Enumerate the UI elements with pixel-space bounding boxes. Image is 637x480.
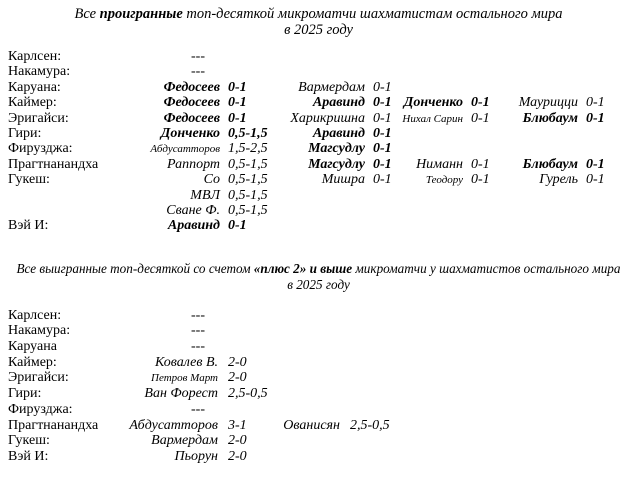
opponent-name: Теодору [425,174,463,187]
won-matches-title-line1 [0,261,637,277]
match-score: 0,5-1,5 [228,125,268,141]
title1-pre: Все [74,6,100,22]
won-matches-row [8,370,637,386]
opponent-name: Федосеев [163,95,220,111]
title1-post: топ-десяткой микроматчи шахматистам остального мира [182,6,563,22]
match-score: 0,5-1,5 [228,187,268,203]
lost-matches-row [8,141,637,156]
match-score: 0-1 [471,172,490,188]
won-matches-row [8,418,637,434]
player-label: Прагтнанандха [8,417,99,433]
match-score: 0-1 [373,141,392,157]
player-label: Накамура: [8,323,71,339]
match-score: 0,5-1,5 [228,202,268,218]
lost-matches-title-line1 [0,6,637,22]
opponent-name: Магсудлу [308,141,365,157]
won-matches-row [8,323,637,339]
no-matches-dash: --- [191,307,205,323]
no-matches-dash: --- [191,401,205,417]
won-matches-row [8,308,637,324]
player-label: Гири: [8,386,42,402]
title2-bold: «плюс 2» и выше [253,260,353,276]
match-score: 0-1 [471,156,490,172]
match-score: 0-1 [373,172,392,188]
match-score: 0-1 [228,79,247,95]
player-label: Накамура: [8,64,71,80]
lost-matches-row [8,64,637,79]
match-score: 0,5-1,5 [228,156,268,172]
player-label: Эригайси: [8,110,69,126]
title2-post: микроматчи у шахматистов остального мира [352,260,621,276]
player-label: Гукеш: [8,172,50,188]
match-score: 0-1 [471,110,490,126]
no-matches-dash: --- [191,64,205,80]
player-label: Гукеш: [8,433,50,449]
match-score: 2,5-0,5 [350,417,390,433]
lost-matches-title [0,6,637,38]
won-matches-row [8,449,637,465]
match-score: 0-1 [228,218,247,234]
lost-matches-row [8,49,637,64]
opponent-name: Гурель [539,172,578,188]
lost-matches-row [8,157,637,172]
opponent-name: Со [203,172,220,188]
match-score: 0-1 [373,95,392,111]
player-label: Каймер: [8,354,57,370]
match-score: 3-1 [228,417,247,433]
opponent-name: Абдусатторов [150,143,220,156]
match-score: 0-1 [373,156,392,172]
won-matches-title [0,261,637,293]
match-score: 2-0 [228,448,247,464]
opponent-name: Петров Март [151,372,218,385]
match-score: 0-1 [228,95,247,111]
player-label: Каруана [8,339,57,355]
match-score: 0-1 [586,110,605,126]
won-matches-title-line2: в 2025 году [287,276,350,292]
match-score: 0-1 [373,79,392,95]
opponent-name: Нихал Сарин [402,112,463,125]
opponent-name: Магсудлу [308,156,365,172]
match-score: 0-1 [586,172,605,188]
opponent-name: Аравинд [312,95,365,111]
lost-matches-row [8,95,637,110]
lost-matches-table [8,49,637,234]
match-score: 2,5-0,5 [228,386,268,402]
opponent-name: Раппорт [167,156,220,172]
opponent-name: Ованисян [283,417,340,433]
opponent-name: Ван Форест [144,386,218,402]
match-score: 0-1 [586,95,605,111]
lost-matches-row [8,218,637,233]
match-score: 2-0 [228,433,247,449]
match-score: 2-0 [228,354,247,370]
lost-matches-row [8,80,637,95]
title2-pre: Все выигранные топ-десяткой со счетом [16,260,254,276]
match-score: 0-1 [586,156,605,172]
title1-bold: проигранные [99,6,183,22]
document-page [0,6,637,480]
opponent-name: Федосеев [163,110,220,126]
won-matches-row [8,402,637,418]
opponent-name: Донченко [160,125,220,141]
lost-matches-row [8,111,637,126]
opponent-name: Маурицци [518,95,578,111]
lost-matches-row [8,172,637,187]
opponent-name: Блюбаум [522,156,578,172]
opponent-name: Вармердам [151,433,218,449]
opponent-name: Ковалев В. [154,354,218,370]
opponent-name: Абдусатторов [129,417,218,433]
opponent-name: Аравинд [167,218,220,234]
match-score: 0-1 [373,110,392,126]
won-matches-row [8,355,637,371]
player-label: Фирузджа: [8,401,73,417]
match-score: 0,5-1,5 [228,172,268,188]
player-label: Вэй И: [8,218,49,234]
opponent-name: МВЛ [190,187,220,203]
opponent-name: Пьорун [174,448,218,464]
won-matches-row [8,433,637,449]
opponent-name: Мишра [321,172,365,188]
player-label: Гири: [8,125,42,141]
player-label: Карлсен: [8,307,62,323]
no-matches-dash: --- [191,49,205,64]
lost-matches-row [8,126,637,141]
opponent-name: Блюбаум [522,110,578,126]
match-score: 2-0 [228,370,247,386]
match-score: 0-1 [373,125,392,141]
lost-matches-title-line2: в 2025 году [284,22,353,38]
won-matches-row [8,339,637,355]
opponent-name: Ниманн [416,156,463,172]
won-matches-table [8,308,637,465]
opponent-name: Харикришна [290,110,365,126]
player-label: Вэй И: [8,448,49,464]
player-label: Каруана: [8,79,61,95]
opponent-name: Федосеев [163,79,220,95]
opponent-name: Донченко [403,95,463,111]
match-score: 0-1 [471,95,490,111]
player-label: Карлсен: [8,49,62,64]
lost-matches-row [8,203,637,218]
no-matches-dash: --- [191,323,205,339]
opponent-name: Аравинд [312,125,365,141]
player-label: Прагтнанандха [8,156,99,172]
player-label: Каймер: [8,95,57,111]
player-label: Эригайси: [8,370,69,386]
lost-matches-row [8,188,637,203]
match-score: 0-1 [228,110,247,126]
no-matches-dash: --- [191,339,205,355]
opponent-name: Вармердам [298,79,365,95]
opponent-name: Сване Ф. [166,202,220,218]
player-label: Фирузджа: [8,141,73,157]
won-matches-row [8,386,637,402]
match-score: 1,5-2,5 [228,141,268,157]
